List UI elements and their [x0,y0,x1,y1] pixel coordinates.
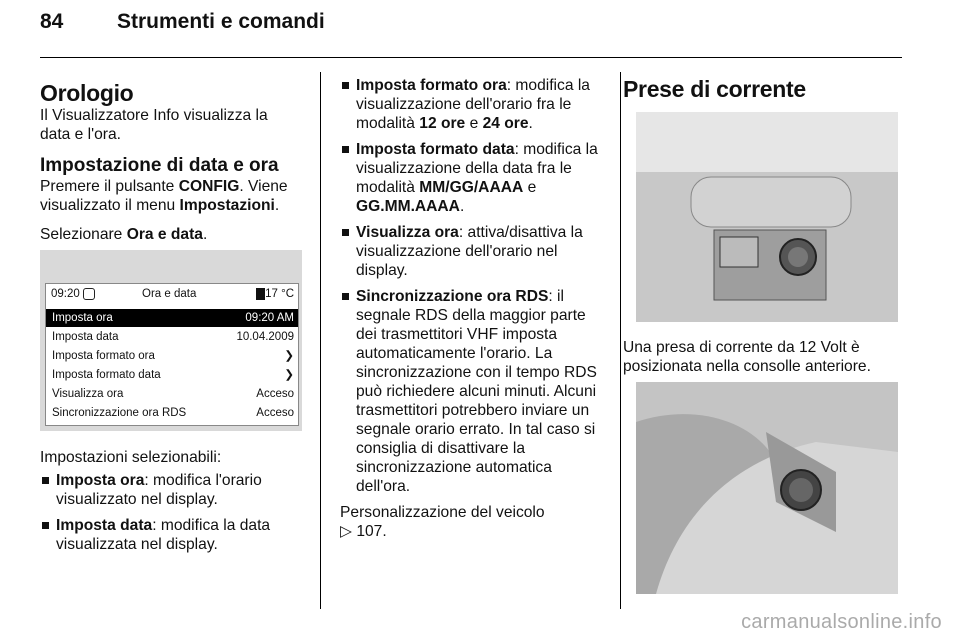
heading-orologio: Orologio [40,80,134,106]
column-divider-2 [620,72,621,609]
column-divider-1 [320,72,321,609]
display-row[interactable]: Sincronizzazione ora RDS Acceso [52,407,294,419]
column-2 [340,76,605,541]
watermark: carmanualsonline.info [741,611,942,633]
heading-impostazione: Impostazione di data e ora [40,155,279,176]
check-icon [83,288,95,300]
bullet-formato-ora: Imposta formato ora: modifica la visualizzazione dell'orario fra le modalità 12 ore e 24 ore. [340,76,605,133]
display-row[interactable]: Imposta data 10.04.2009 [52,331,294,343]
intro-paragraph: Il Visualizzatore Info visualizza la data e l'ora. [40,107,268,143]
column-3-text [623,338,905,376]
page-reference[interactable]: ▷ 107. [340,523,387,540]
settings-intro: Impostazioni selezionabili: [40,449,222,466]
header-rule [40,57,902,58]
display-time: 09:20 [51,288,80,300]
bullet-sincronizzazione: Sincronizzazione ora RDS: il segnale RDS della maggior parte dei trasmettitori VHF imposta automaticamente l'orario. La sincronizzazione con il tempo RDS può richiedere alcuni minuti. Alcuni trasmettitori potrebbero inviare un segnale orario errato. In tal caso si consiglia di disattivare la sincronizzazione automatica dell'ora. [340,287,605,496]
console-photo [636,112,898,322]
config-paragraph: Premere il pulsante CONFIG. Viene visualizzato il menu Impostazioni. [40,178,288,214]
column-1-lower [40,448,305,554]
thermometer-icon [256,288,265,300]
power-outlet-photo [636,382,898,594]
column-3 [623,76,903,102]
select-paragraph: Selezionare Ora e data. [40,226,208,243]
info-display-screen [45,283,299,426]
power-outlet-illustration [636,382,898,594]
console-illustration [636,112,898,322]
page-number: 84 [40,10,64,33]
display-row[interactable]: Imposta formato data ❯ [52,369,294,381]
page-header-title: Strumenti e comandi [117,10,325,33]
bullet-imposta-ora: Imposta ora: modifica l'orario visualizzato nel display. [40,471,305,509]
display-row[interactable]: Imposta formato ora ❯ [52,350,294,362]
arrow-icon: ▷ [340,523,357,540]
power-outlet-paragraph: Una presa di corrente da 12 Volt è posizionata nella consolle anteriore. [623,339,871,375]
customization-text: Personalizzazione del veicolo [340,504,545,521]
bullet-imposta-data: Imposta data: modifica la data visualizzata nel display. [40,516,305,554]
bullet-formato-data: Imposta formato data: modifica la visualizzazione della data fra le modalità MM/GG/AAAA e GG.MM.AAAA. [340,140,605,216]
bullet-visualizza-ora: Visualizza ora: attiva/disattiva la visualizzazione dell'orario nel display. [340,223,605,280]
display-top-bar [46,284,298,304]
heading-prese: Prese di corrente [623,76,806,102]
display-row[interactable]: Visualizza ora Acceso [52,388,294,400]
display-temperature: 17 °C [265,288,294,300]
column-1 [40,80,302,244]
display-title: Ora e data [142,288,197,300]
display-row[interactable]: Imposta ora 09:20 AM [46,309,298,327]
